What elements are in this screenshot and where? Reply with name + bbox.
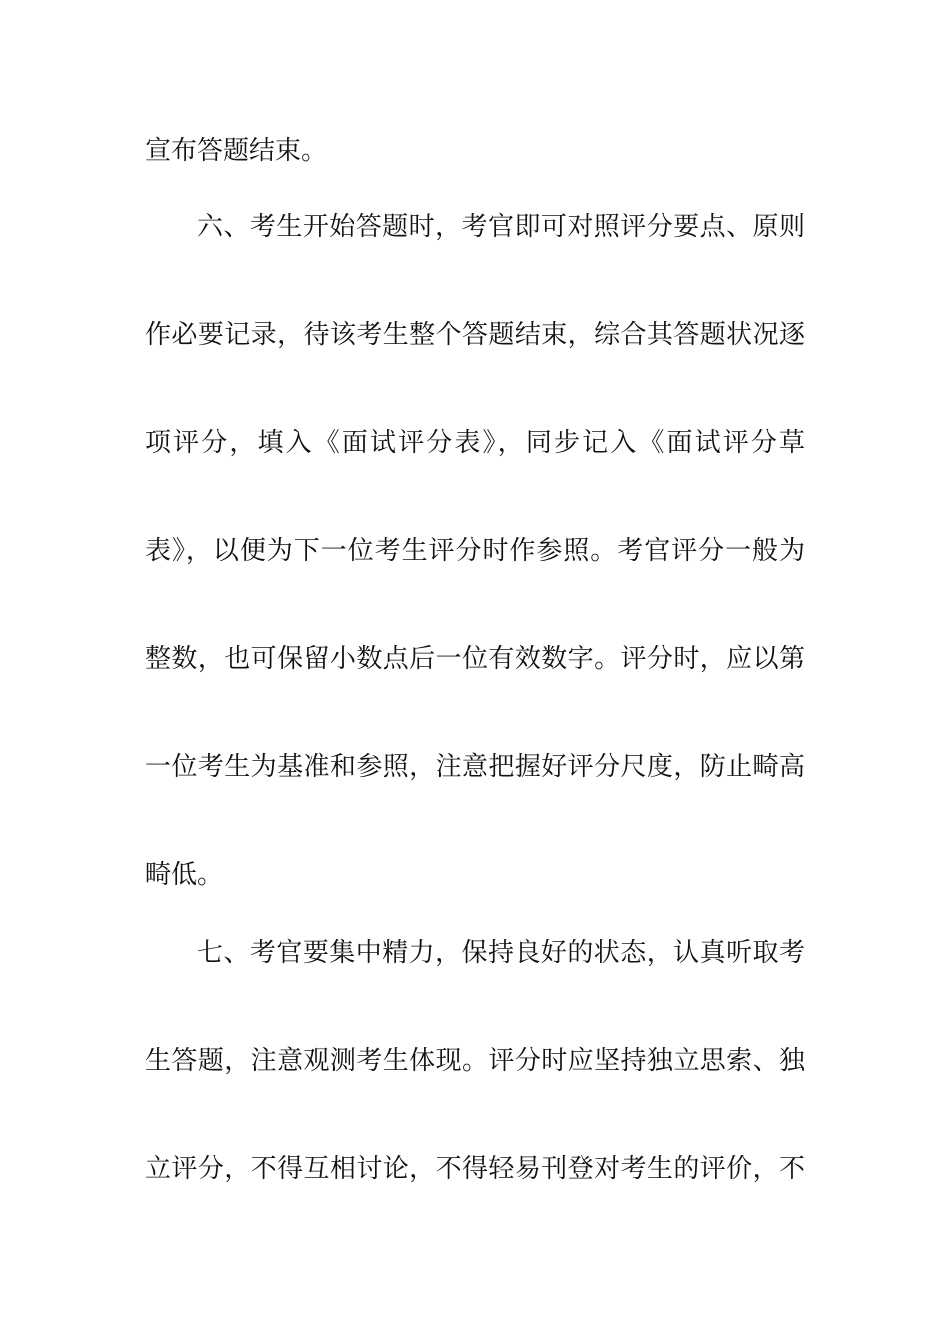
text-line: 项评分，填入《面试评分表》，同步记入《面试评分草 (145, 428, 805, 458)
text-line: 整数，也可保留小数点后一位有效数字。评分时，应以第 (145, 644, 805, 674)
text-line: 立评分，不得互相讨论，不得轻易刊登对考生的评价，不 (145, 1154, 805, 1184)
text-line: 一位考生为基准和参照，注意把握好评分尺度，防止畸高 (145, 752, 805, 782)
paragraph-seven-start: 七、考官要集中精力，保持良好的状态，认真听取考 (197, 938, 805, 968)
text-line: 畸低。 (145, 860, 224, 890)
text-line: 生答题，注意观测考生体现。评分时应坚持独立思索、独 (145, 1046, 805, 1076)
text-line: 作必要记录，待该考生整个答题结束，综合其答题状况逐 (145, 320, 805, 350)
text-line: 表》，以便为下一位考生评分时作参照。考官评分一般为 (145, 536, 805, 566)
paragraph-six-start: 六、考生开始答题时，考官即可对照评分要点、原则 (197, 212, 805, 242)
text-line: 宣布答题结束。 (145, 136, 328, 166)
